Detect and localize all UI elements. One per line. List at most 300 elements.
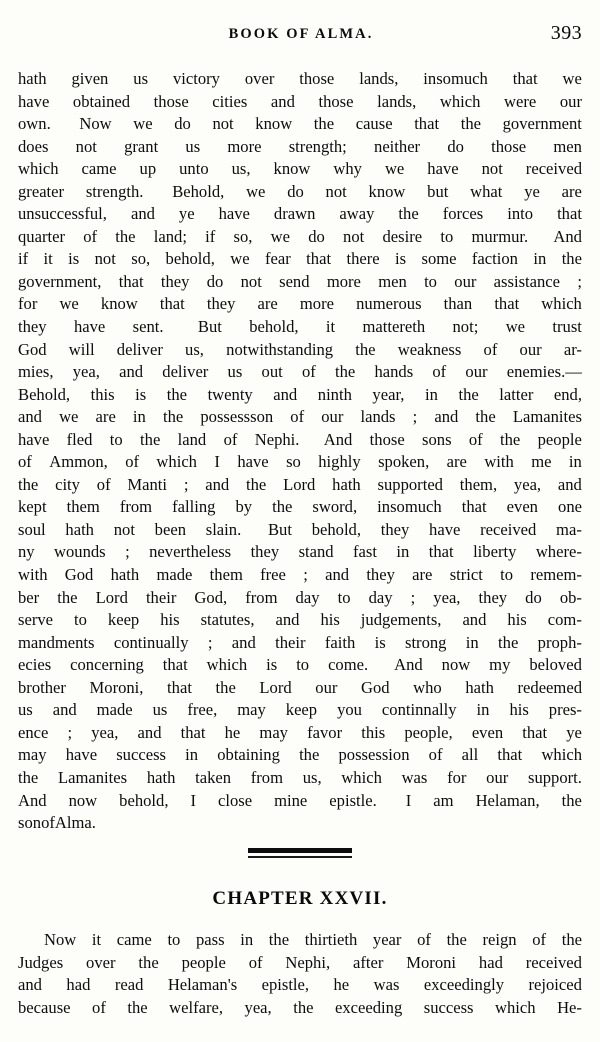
word: of — [41, 813, 55, 833]
word: our — [559, 91, 582, 111]
word: the — [460, 114, 481, 134]
word: and — [275, 610, 300, 630]
text-line — [18, 952, 582, 975]
word: they — [380, 519, 410, 539]
word: of — [428, 745, 443, 765]
text-line — [18, 997, 582, 1020]
text-line — [18, 632, 582, 655]
word: if — [18, 249, 29, 269]
word: the — [561, 790, 582, 810]
word: success — [423, 997, 474, 1017]
word: supported — [377, 474, 443, 494]
word: soul — [18, 519, 46, 539]
word: the — [166, 384, 188, 404]
word: proph- — [537, 632, 582, 652]
word: hath — [18, 69, 47, 88]
word: what — [470, 181, 503, 201]
word: the — [18, 474, 39, 494]
word: people — [181, 952, 226, 972]
word: twenty — [207, 384, 253, 404]
word: from — [119, 497, 153, 517]
word: which — [206, 655, 248, 675]
word: that — [414, 114, 440, 134]
word: his — [320, 610, 340, 630]
word: the — [561, 930, 582, 949]
word: more — [299, 294, 334, 314]
word: he — [224, 722, 241, 742]
word: fled — [66, 429, 93, 449]
word: this — [90, 384, 115, 404]
word: of — [223, 429, 238, 449]
word: from — [245, 587, 278, 607]
word: their — [275, 632, 306, 652]
word: Alma. — [54, 813, 96, 833]
text-line — [18, 136, 582, 159]
word: the — [127, 997, 148, 1017]
word: but — [427, 181, 449, 201]
word: the — [458, 384, 479, 404]
word: do — [287, 181, 304, 201]
word: ma- — [556, 519, 582, 539]
word: ber — [18, 587, 40, 607]
word: that — [167, 677, 192, 697]
word: is — [266, 655, 278, 675]
word: Nephi. — [254, 429, 300, 449]
word: strong — [404, 632, 447, 652]
word: to — [337, 587, 351, 607]
word: those — [318, 91, 354, 111]
word: where- — [535, 542, 582, 562]
word: my — [489, 655, 511, 675]
word: to — [500, 565, 514, 585]
word: which — [439, 91, 481, 111]
word: is — [395, 249, 407, 269]
word: even — [471, 722, 504, 742]
word: insomuch — [423, 69, 488, 88]
word: may — [18, 745, 47, 765]
word: of — [532, 930, 547, 949]
word: they — [478, 587, 508, 607]
word: that — [159, 294, 185, 314]
word: quarter — [18, 226, 65, 246]
word: that — [118, 271, 144, 291]
word: land; — [153, 226, 187, 246]
word: favor — [307, 722, 343, 742]
word: do — [206, 271, 224, 291]
word: they — [160, 271, 190, 291]
word: not — [240, 271, 262, 291]
word: notwithstanding — [226, 339, 334, 359]
word: Manti — [127, 474, 168, 494]
word: now — [68, 790, 98, 810]
word: Moroni, — [89, 677, 144, 697]
word: ecies — [18, 655, 52, 675]
word: the — [334, 362, 356, 382]
word: men — [378, 271, 407, 291]
word: year — [372, 930, 402, 949]
word: ; — [125, 542, 130, 562]
word: pres- — [548, 700, 582, 720]
word: of — [290, 407, 305, 427]
word: that — [522, 722, 548, 742]
word: our — [519, 339, 542, 359]
word: ob- — [559, 587, 582, 607]
word: year, — [372, 384, 405, 404]
word: Lord — [259, 677, 292, 697]
text-line — [18, 519, 582, 542]
word: had — [66, 975, 91, 995]
word: it — [43, 249, 53, 269]
word: our — [321, 407, 344, 427]
word: and — [137, 722, 162, 742]
word: with — [484, 452, 514, 472]
word: not — [481, 159, 503, 179]
word: if — [205, 226, 216, 246]
text-line — [18, 677, 582, 700]
word: obtaining — [217, 745, 280, 765]
word: that — [461, 497, 487, 517]
word: do — [308, 226, 325, 246]
word: ny — [18, 542, 35, 562]
word: the — [299, 745, 320, 765]
word: forces — [442, 204, 484, 224]
word: more — [227, 136, 262, 156]
word: Moroni — [406, 952, 457, 972]
word: our — [486, 767, 509, 787]
text-line — [18, 541, 582, 564]
text-line — [18, 68, 582, 91]
word: that — [494, 294, 520, 314]
chapter-heading: CHAPTER XXVII. — [212, 888, 388, 909]
word: not — [75, 136, 97, 156]
word: drawn — [273, 204, 316, 224]
word: the — [293, 997, 314, 1017]
text-line — [18, 384, 582, 407]
word: will — [68, 339, 95, 359]
word: over — [86, 952, 116, 972]
word: even — [506, 497, 538, 517]
word: and — [18, 407, 42, 427]
word: us, — [302, 767, 322, 787]
word: which — [495, 997, 536, 1017]
word: to — [74, 610, 87, 630]
word: free — [260, 565, 286, 585]
word: Helaman's — [167, 975, 238, 995]
text-line — [18, 929, 582, 952]
word: greater — [18, 181, 65, 201]
word: in — [533, 249, 547, 269]
word: insomuch — [377, 497, 442, 517]
word: the — [215, 677, 236, 697]
word: Judges — [18, 952, 64, 972]
word: liberty — [473, 542, 517, 562]
word: own. — [18, 114, 51, 134]
word: city — [55, 474, 80, 494]
word: they — [206, 294, 236, 314]
word: and — [462, 610, 487, 630]
word: government, — [18, 271, 102, 291]
word: And — [323, 429, 353, 449]
word: made — [156, 565, 193, 585]
word: concerning — [70, 655, 144, 675]
word: beloved — [529, 655, 582, 675]
word: of — [248, 952, 263, 972]
word: behold, — [311, 519, 361, 539]
word: neither — [374, 136, 421, 156]
word: sword, — [312, 497, 358, 517]
word: after — [352, 952, 384, 972]
word: not — [113, 519, 135, 539]
text-line — [18, 699, 582, 722]
word: for — [18, 294, 38, 314]
word: cities — [212, 91, 248, 111]
word: they — [18, 317, 47, 337]
word: which — [156, 452, 197, 472]
word: assistance — [493, 271, 561, 291]
word: we — [246, 181, 266, 201]
word: so, — [131, 249, 151, 269]
word: unto — [179, 159, 209, 179]
word: to — [424, 271, 437, 291]
word: do — [525, 587, 542, 607]
word: they — [366, 565, 395, 585]
word: of — [417, 930, 431, 949]
word: our — [315, 677, 338, 697]
word: strict — [449, 565, 483, 585]
word: that — [428, 542, 454, 562]
word: ye — [524, 181, 540, 201]
word: and — [557, 474, 582, 494]
word: the — [18, 767, 39, 787]
word: which — [541, 745, 582, 765]
word: are — [412, 565, 433, 585]
word: given — [71, 69, 109, 88]
word: He- — [557, 997, 582, 1017]
word: and — [325, 565, 350, 585]
word: hath — [110, 565, 140, 585]
word: ; — [412, 407, 418, 427]
word: the — [140, 429, 161, 449]
word: keep — [107, 610, 140, 630]
word: of — [432, 362, 447, 382]
word: ; — [207, 632, 213, 652]
word: up — [139, 159, 157, 179]
word: me — [531, 452, 552, 472]
text-line — [18, 451, 582, 474]
divider-rule-thick — [248, 848, 352, 853]
word: people, — [404, 722, 453, 742]
word: God — [360, 677, 390, 697]
word: the — [272, 497, 293, 517]
word: them — [209, 565, 243, 585]
word: the — [57, 587, 78, 607]
word: is — [68, 249, 80, 269]
word: yea, — [513, 474, 542, 494]
word: mattereth — [362, 317, 426, 337]
word: cause — [355, 114, 393, 134]
word: we — [59, 407, 79, 427]
word: come. — [328, 655, 369, 675]
word: of — [483, 339, 498, 359]
text-line — [18, 339, 582, 362]
word: possession — [338, 745, 410, 765]
word: pass — [196, 930, 225, 949]
word: we — [505, 317, 526, 337]
word: have — [73, 317, 106, 337]
word: those — [491, 136, 527, 156]
word: that — [512, 69, 538, 88]
word: in — [240, 930, 254, 949]
word: exceedingly — [423, 975, 505, 995]
word: in — [568, 452, 582, 472]
word: you — [337, 700, 362, 720]
word: our — [454, 271, 477, 291]
word: had — [478, 952, 503, 972]
word: desire — [382, 226, 423, 246]
word: mine — [274, 790, 308, 810]
word: the — [446, 930, 467, 949]
text-line — [18, 496, 582, 519]
word: And — [553, 226, 582, 246]
word: his — [160, 610, 180, 630]
word: behold, — [249, 317, 299, 337]
word: in — [396, 542, 410, 562]
word: keep — [285, 700, 318, 720]
word: know — [255, 114, 293, 134]
word: God — [64, 565, 94, 585]
word: not — [343, 226, 365, 246]
text-line — [18, 361, 582, 384]
word: to — [440, 226, 454, 246]
word: received — [525, 952, 582, 972]
running-head-title: BOOK OF ALMA. — [228, 26, 374, 42]
word: have — [429, 519, 461, 539]
word: obtained — [72, 91, 131, 111]
word: us, — [231, 159, 251, 179]
word: for — [447, 767, 467, 787]
word: why — [333, 159, 362, 179]
text-line — [18, 564, 582, 587]
word: ye — [178, 204, 195, 224]
word: am — [433, 790, 454, 810]
word: away — [339, 204, 375, 224]
word: lands — [360, 407, 396, 427]
word: ; — [410, 587, 416, 607]
section-divider — [248, 848, 352, 858]
word: read — [114, 975, 144, 995]
word: us — [133, 69, 149, 88]
word: the — [313, 114, 335, 134]
word: Helaman, — [475, 790, 540, 810]
word: Behold, — [172, 181, 225, 201]
word: do — [174, 114, 191, 134]
word: grant — [124, 136, 159, 156]
word: remem- — [530, 565, 582, 585]
word: statutes, — [200, 610, 255, 630]
page-number: 393 — [550, 22, 582, 44]
word: came — [81, 159, 117, 179]
word: ; — [577, 271, 582, 291]
word: us — [185, 136, 201, 156]
word: ; — [183, 474, 189, 494]
text-line — [18, 474, 582, 497]
text-line — [18, 406, 582, 429]
word: and — [52, 700, 77, 720]
word: murmur. — [471, 226, 529, 246]
word: not — [325, 181, 347, 201]
word: possessson — [200, 407, 274, 427]
word: Ammon, — [49, 452, 108, 472]
word: of — [125, 452, 140, 472]
word: unsuccessful, — [18, 204, 107, 224]
word: came — [116, 930, 152, 949]
word: God — [18, 339, 47, 359]
word: Now — [79, 114, 112, 134]
word: by — [235, 497, 253, 517]
word: have — [65, 745, 98, 765]
text-line — [18, 271, 582, 294]
word: taken — [195, 767, 232, 787]
word: hath — [65, 519, 94, 539]
word: have — [18, 91, 50, 111]
word: and — [231, 632, 256, 652]
word: the — [500, 429, 521, 449]
word: we — [384, 159, 405, 179]
word: and — [119, 362, 144, 382]
word: us — [227, 362, 243, 382]
word: the — [475, 407, 496, 427]
word: those — [299, 69, 335, 88]
word: which — [18, 159, 59, 179]
word: epistle. — [329, 790, 377, 810]
word: of — [96, 474, 111, 494]
word: and — [273, 384, 298, 404]
word: so, — [233, 226, 253, 246]
word: we — [562, 69, 582, 88]
word: Lamanites — [57, 767, 128, 787]
word: those — [369, 429, 405, 449]
word: yea, — [91, 722, 119, 742]
word: from — [250, 767, 283, 787]
word: know — [273, 159, 311, 179]
word: men — [553, 136, 582, 156]
word: have — [18, 429, 50, 449]
word: enemies.— — [506, 362, 582, 382]
word: which — [341, 767, 382, 787]
word: ; — [67, 722, 73, 742]
word: lands, — [359, 69, 399, 88]
text-line — [18, 790, 582, 813]
word: they — [250, 542, 280, 562]
word: he — [333, 975, 350, 995]
word: yea, — [72, 362, 100, 382]
word: government — [502, 114, 582, 134]
word: received — [480, 519, 537, 539]
word: one — [558, 497, 582, 517]
word: not — [94, 249, 116, 269]
word: Behold, — [18, 384, 71, 404]
word: behold, — [119, 790, 169, 810]
text-line — [18, 158, 582, 181]
word: have — [237, 452, 269, 472]
word: Nephi, — [285, 952, 331, 972]
word: Now — [44, 930, 77, 949]
word: and — [434, 407, 459, 427]
word: are — [561, 181, 582, 201]
word: son — [18, 813, 42, 833]
word: do — [447, 136, 464, 156]
word: faith — [324, 632, 356, 652]
